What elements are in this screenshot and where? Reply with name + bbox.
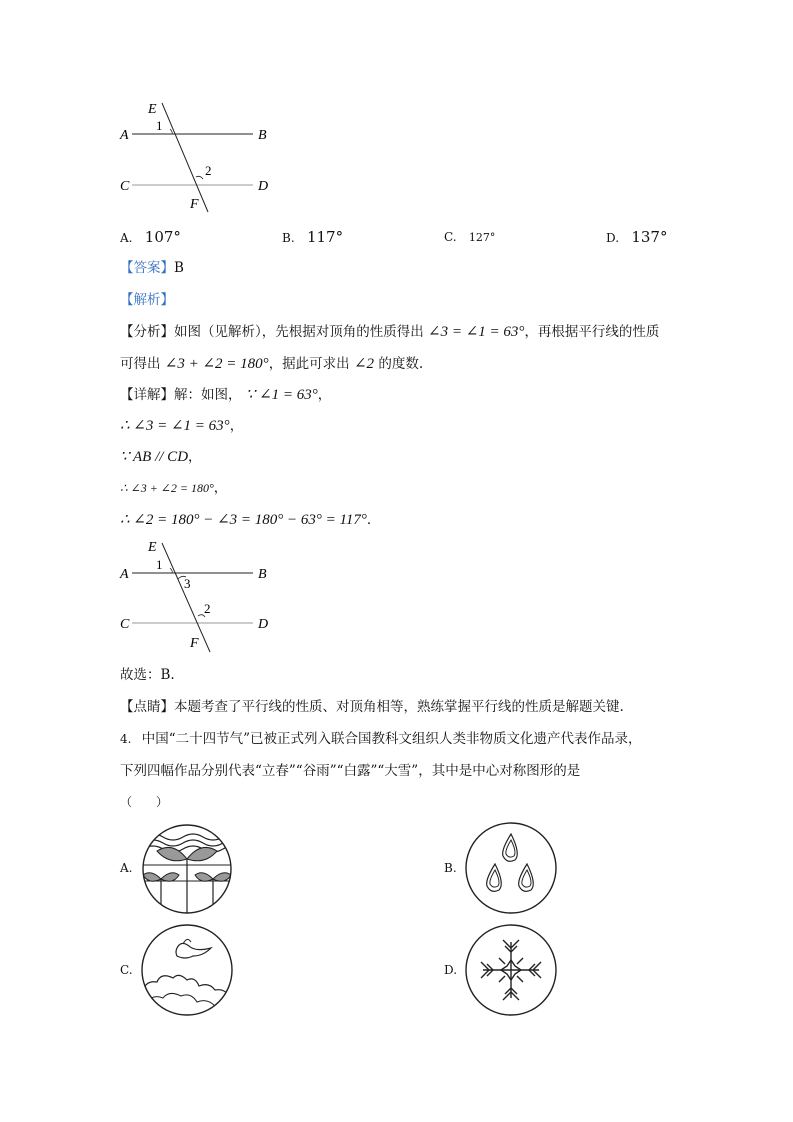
option-c-letter: C. xyxy=(444,230,457,244)
label-angle-1: 1 xyxy=(156,118,163,133)
daxue-snowflake-image xyxy=(463,922,559,1018)
conclusion xyxy=(120,665,175,685)
label-angle-2-2: 2 xyxy=(204,601,211,616)
dianjing-tag: 【点睛】 xyxy=(120,699,174,715)
detail-text-1a: 解：如图， xyxy=(174,387,242,403)
label-c-2: C xyxy=(120,617,130,632)
fenxi-text-2c: 的度数. xyxy=(378,356,424,372)
dianjing-line xyxy=(120,697,624,717)
option-a-letter: A. xyxy=(120,231,133,245)
q4-line-1 xyxy=(120,729,642,749)
label-angle-2: 2 xyxy=(205,163,212,178)
fenxi-text-2b: ，据此可求出 xyxy=(268,356,350,372)
option-c xyxy=(444,227,495,248)
step-1 xyxy=(120,416,243,436)
conclusion-text: 故选：B. xyxy=(120,667,175,683)
analysis-heading xyxy=(120,290,174,310)
angle-1-arc-2 xyxy=(170,568,172,573)
label-a-2: A xyxy=(120,567,129,582)
label-angle-3-2: 3 xyxy=(184,576,191,591)
q4-text-2: 下列四幅作品分别代表“立春”“谷雨”“白露”“大雪”，其中是中心对称图形的是 xyxy=(120,763,581,779)
q4-option-c-letter: C. xyxy=(120,963,133,977)
label-d: D xyxy=(258,179,269,194)
lichun-sprout-image xyxy=(139,823,235,915)
label-angle-1-2: 1 xyxy=(156,557,163,572)
q4-option-d-letter: D. xyxy=(444,963,458,977)
fenxi-line-2 xyxy=(120,354,423,374)
step-4 xyxy=(120,510,380,530)
q4-paren xyxy=(120,792,168,812)
option-a-value: 107° xyxy=(144,228,181,246)
step-3-tail: ， xyxy=(213,480,228,496)
fenxi-math-3: ∠2 xyxy=(353,356,375,372)
option-c-value: 127° xyxy=(468,231,496,244)
label-e: E xyxy=(148,102,157,117)
step-4-tail: ． xyxy=(366,512,381,528)
option-b-value: 117° xyxy=(306,228,344,246)
fenxi-text-1b: ，再根据平行线的性质 xyxy=(524,324,660,340)
bailu-bird-clouds-image xyxy=(139,922,235,1018)
label-f: F xyxy=(190,197,199,212)
answer-line xyxy=(120,258,184,278)
label-f-2: F xyxy=(190,636,199,651)
fenxi-text-2a: 可得出 xyxy=(120,356,161,372)
angle-1-arc xyxy=(170,129,172,134)
fenxi-math-2: ∠3 + ∠2 = 180° xyxy=(164,356,269,372)
angle-2-arc xyxy=(196,176,203,179)
detail-tag: 【详解】 xyxy=(120,387,174,403)
transversal-ef xyxy=(162,103,208,212)
parallel-lines-figure-2 xyxy=(110,535,280,660)
q4-option-b-label xyxy=(444,858,457,878)
parallel-lines-figure-1 xyxy=(110,95,280,220)
label-a: A xyxy=(120,128,129,143)
label-b-2: B xyxy=(258,567,267,582)
step-3-math: ∴ ∠3 + ∠2 = 180° xyxy=(120,481,214,495)
option-d-letter: D. xyxy=(606,231,620,245)
transversal-ef-2 xyxy=(162,543,210,652)
option-b xyxy=(282,227,343,248)
q4-option-d-label xyxy=(444,960,457,980)
option-b-letter: B. xyxy=(282,231,295,245)
step-2 xyxy=(120,447,202,467)
fenxi-line-1 xyxy=(120,322,659,342)
label-b: B xyxy=(258,128,267,143)
answer-value: B xyxy=(174,260,184,276)
q4-number: 4. xyxy=(120,732,132,746)
detail-text-1b: ， xyxy=(317,387,332,403)
option-a xyxy=(120,227,181,248)
q4-option-a-letter: A. xyxy=(120,861,133,875)
q4-option-c-label xyxy=(120,960,133,980)
step-4-math: ∴ ∠2 = 180° − ∠3 = 180° − 63° = 117° xyxy=(120,512,367,528)
q4-paren-text: （ ） xyxy=(120,795,169,809)
step-2-tail: ， xyxy=(188,449,202,465)
analysis-tag: 【解析】 xyxy=(120,292,174,308)
step-2-math: ∵ AB // CD xyxy=(120,449,189,465)
q4-option-a-label xyxy=(120,858,132,878)
option-d xyxy=(606,227,667,248)
option-d-value: 137° xyxy=(631,228,668,246)
label-d-2: D xyxy=(258,617,269,632)
q4-line-2 xyxy=(120,761,580,781)
label-c: C xyxy=(120,179,130,194)
q4-option-b-letter: B. xyxy=(444,861,457,875)
step-1-tail: ， xyxy=(229,418,244,434)
label-e-2: E xyxy=(148,540,157,555)
fenxi-tag: 【分析】 xyxy=(120,324,174,340)
detail-line-1 xyxy=(120,385,331,405)
step-3 xyxy=(120,478,227,498)
answer-tag: 【答案】 xyxy=(120,260,174,276)
detail-math-1: ∵ ∠1 = 63° xyxy=(245,387,318,403)
fenxi-text-1a: 如图（见解析），先根据对顶角的性质得出 xyxy=(174,324,424,340)
fenxi-math-1: ∠3 = ∠1 = 63° xyxy=(428,324,525,340)
guyu-raindrops-image xyxy=(463,820,559,916)
q4-text-1: 中国“二十四节气”已被正式列入联合国教科文组织人类非物质文化遗产代表作品录， xyxy=(141,731,642,747)
step-1-math: ∴ ∠3 = ∠1 = 63° xyxy=(120,418,230,434)
dianjing-text: 本题考查了平行线的性质、对顶角相等，熟练掌握平行线的性质是解题关键. xyxy=(174,699,624,715)
